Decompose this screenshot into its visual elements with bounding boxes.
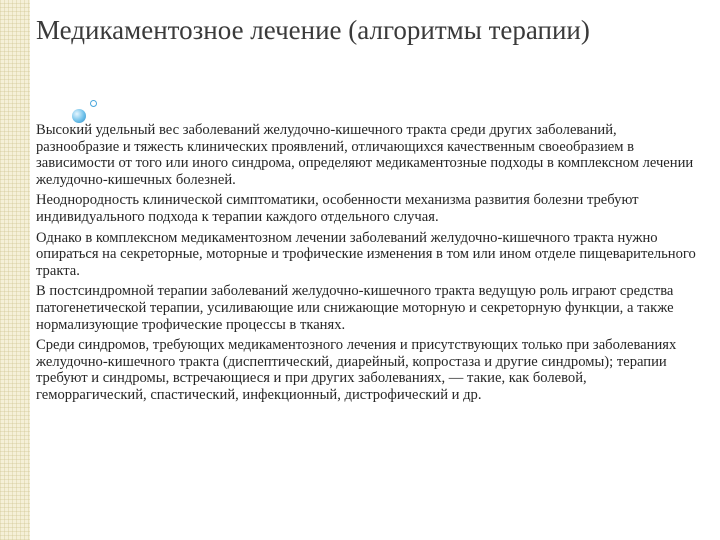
decorative-bubble-icon	[72, 109, 86, 123]
slide-title: Медикаментозное лечение (алгоритмы терапии)	[36, 15, 590, 45]
body-paragraph: Неоднородность клинической симптоматики, особенности механизма развития болезни требуют индивидуального подхода к терапии каждого отдельного случая.	[36, 192, 639, 225]
decorative-side-stripe	[0, 0, 30, 540]
body-paragraph: Однако в комплексном медикаментозном лечении заболеваний желудочно-кишечного тракта нужно опираться на секреторные, моторные и трофические изменения в том или ином отделе пищеварительного тракта.	[36, 229, 696, 279]
slide-body	[36, 122, 698, 408]
decorative-small-bubble-icon	[90, 100, 97, 107]
body-paragraph: В постсиндромной терапии заболеваний желудочно-кишечного тракта ведущую роль играют средства патогенетической терапии, усиливающие или снижающие моторную и секреторную функции, а также нормализующие трофические процессы в тканях.	[36, 283, 674, 333]
body-paragraph: Среди синдромов, требующих медикаментозного лечения и присутствующих только при заболеваниях желудочно-кишечного тракта (диспептический, диарейный, копростаза и другие синдромы); терапии требуют и синдромы, встречающиеся и при других заболеваниях, — такие, как болевой, геморрагический, спастический, инфекционный, дистрофический и др.	[36, 337, 677, 403]
body-paragraph: Высокий удельный вес заболеваний желудочно-кишечного тракта среди других заболеваний, разнообразие и тяжесть клинических проявлений, отличающихся качественным своеобразием в зависимости от того или иного синдрома, определяют медикаментозные подходы в комплексном лечении желудочно-кишечных болезней.	[36, 122, 694, 188]
